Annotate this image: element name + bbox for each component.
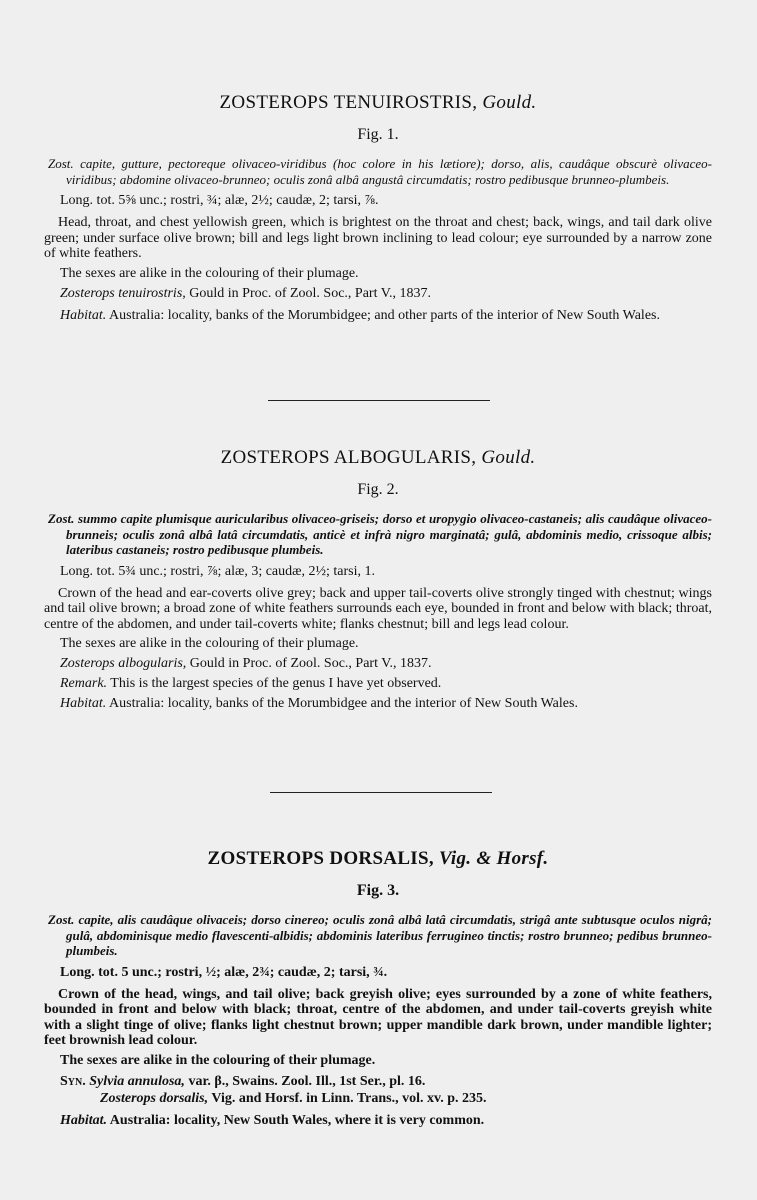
remark-label: Remark. bbox=[60, 676, 108, 691]
figure-label: Fig. 3. bbox=[356, 882, 400, 899]
figure-label: Fig. 1. bbox=[357, 126, 399, 143]
remark bbox=[44, 676, 712, 692]
remark-text: This is the largest species of the genus I have yet observed. bbox=[110, 676, 442, 691]
species-name: ZOSTEROPS ALBOGULARIS, bbox=[220, 447, 477, 468]
description: Crown of the head, wings, and tail olive; back greyish olive; eyes surrounded by a zone of white feathers, bounded in front and below with black; throat, centre of the abdomen, and under tail-coverts greyish white with a slight tinge of olive; flanks light chestnut brown; upper mandible dark brown, under mandible lighter; feet brownish lead colour. bbox=[44, 986, 712, 1048]
species-author: Gould. bbox=[481, 447, 536, 468]
sexes-note: The sexes are alike in the colouring of their plumage. bbox=[60, 636, 359, 651]
description: Crown of the head and ear-coverts olive grey; back and upper tail-coverts olive strongly tinged with chestnut; wings and tail olive brown; a broad zone of white feathers surrounds each eye, bounded in front and below with black; throat, centre of the abdomen, and under tail-coverts white; flanks chestnut; bill and legs lead colour. bbox=[44, 585, 712, 632]
habitat-label: Habitat. bbox=[60, 696, 107, 711]
syn-label: Syn. bbox=[60, 1073, 86, 1089]
species-section-tenuirostris bbox=[44, 92, 712, 324]
species-author: Vig. & Horsf. bbox=[438, 848, 549, 869]
latin-diagnosis: Zost. capite, gutture, pectoreque olivaceo-viridibus (hoc colore in his lætiore); dorso, alis, caudâque obscurè olivaceo-viridibus; abdomine olivaceo-brunneo; oculis zonâ albâ angustâ circumdatis; rostro pedibusque brunneo-plumbeis. bbox=[48, 156, 712, 187]
habitat bbox=[44, 308, 712, 324]
habitat-label: Habitat. bbox=[60, 1112, 108, 1128]
figure-label: Fig. 2. bbox=[357, 481, 399, 498]
habitat bbox=[44, 1113, 712, 1129]
measurements: Long. tot. 5⅝ unc.; rostri, ¾; alæ, 2½; caudæ, 2; tarsi, ⅞. bbox=[60, 193, 379, 208]
habitat-label: Habitat. bbox=[60, 307, 107, 323]
synonym-line-1 bbox=[60, 1073, 712, 1090]
species-name: ZOSTEROPS TENUIROSTRIS, bbox=[219, 92, 478, 113]
reference-name: Zosterops albogularis, bbox=[60, 656, 187, 671]
species-title bbox=[44, 848, 712, 870]
sexes-note: The sexes are alike in the colouring of their plumage. bbox=[60, 1052, 376, 1068]
species-section-dorsalis bbox=[44, 848, 712, 1129]
latin-diagnosis: Zost. summo capite plumisque auricularibus olivaceo-griseis; dorso et uropygio olivaceo-castaneis; alis caudâque olivaceo-brunneis; oculis zonâ albâ latâ circumdatis, anticè et infrà nigro marginatâ; gulâ, abdominis medio, crissoque albis; lateribus castaneis; rostro pedibusque plumbeis. bbox=[48, 511, 712, 557]
habitat bbox=[44, 696, 712, 712]
synonym-citation: var. β., Swains. Zool. Ill., 1st Ser., pl. 16. bbox=[188, 1073, 426, 1089]
measurements: Long. tot. 5 unc.; rostri, ½; alæ, 2¾; caudæ, 2; tarsi, ¾. bbox=[60, 964, 388, 980]
section-divider bbox=[270, 792, 492, 793]
synonymy bbox=[44, 1073, 712, 1107]
synonym-name: Zosterops dorsalis, bbox=[100, 1090, 209, 1106]
species-section-albogularis bbox=[44, 447, 712, 712]
section-divider bbox=[268, 400, 490, 401]
sexes-note: The sexes are alike in the colouring of their plumage. bbox=[60, 265, 359, 281]
synonym-name: Sylvia annulosa, bbox=[89, 1073, 185, 1089]
species-title bbox=[44, 92, 712, 114]
species-author: Gould. bbox=[482, 92, 537, 113]
reference bbox=[44, 286, 712, 302]
habitat-text: Australia: locality, banks of the Morumbidgee and the interior of New South Wales. bbox=[109, 696, 578, 711]
reference-citation: Gould in Proc. of Zool. Soc., Part V., 1837. bbox=[189, 656, 432, 671]
habitat-text: Australia: locality, banks of the Morumbidgee; and other parts of the interior of New South Wales. bbox=[109, 307, 660, 323]
species-name: ZOSTEROPS DORSALIS, bbox=[207, 848, 434, 869]
reference-citation: Gould in Proc. of Zool. Soc., Part V., 1837. bbox=[189, 285, 432, 301]
synonym-citation: Vig. and Horsf. in Linn. Trans., vol. xv. p. 235. bbox=[211, 1090, 487, 1106]
species-title bbox=[44, 447, 712, 469]
synonym-line-2 bbox=[60, 1090, 712, 1107]
description: Head, throat, and chest yellowish green, which is brightest on the throat and chest; back, wings, and tail dark olive green; under surface olive brown; bill and legs light brown inclining to lead colour; eye surrounded by a narrow zone of white feathers. bbox=[44, 215, 712, 261]
reference-name: Zosterops tenuirostris, bbox=[60, 285, 186, 301]
latin-diagnosis: Zost. capite, alis caudâque olivaceis; dorso cinereo; oculis zonâ albâ latâ circumdatis, strigâ ante subtusque oculos nigrâ; gulâ, abdominisque medio flavescenti-albidis; abdominis lateribus ferrugineo tinctis; rostro brunneo; pedibus brunneo-plumbeis. bbox=[48, 912, 712, 958]
habitat-text: Australia: locality, New South Wales, where it is very common. bbox=[109, 1112, 485, 1128]
reference bbox=[44, 656, 712, 672]
measurements: Long. tot. 5¾ unc.; rostri, ⅞; alæ, 3; caudæ, 2½; tarsi, 1. bbox=[60, 563, 375, 579]
